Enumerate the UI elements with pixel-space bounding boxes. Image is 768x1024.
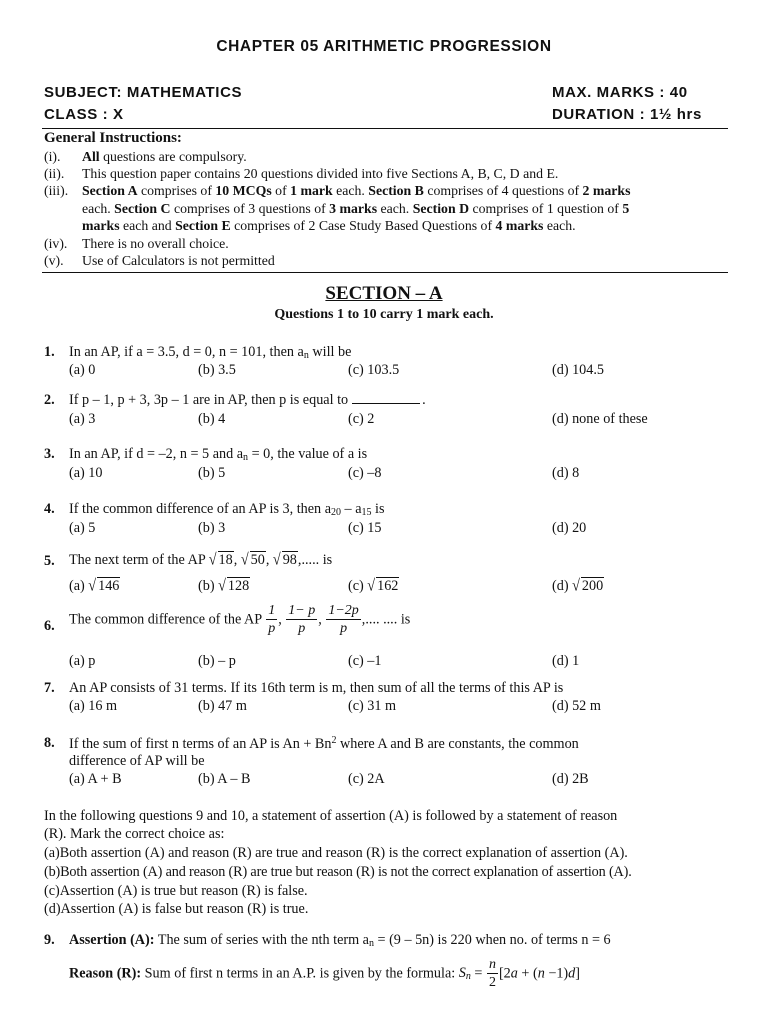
ar-choice-d: (d)Assertion (A) is false but reason (R) is true.: [44, 901, 309, 917]
option-c: (c) 31 m: [348, 698, 397, 714]
instruction-item: (i). All questions are compulsory.: [44, 149, 247, 164]
question-number: 6.: [44, 618, 55, 634]
option-c: (c) 103.5: [348, 362, 400, 378]
question-text: An AP consists of 31 terms. If its 16th term is m, then sum of all the terms of this AP is: [69, 680, 564, 696]
option-a: (a) 5: [69, 520, 96, 536]
section-subtitle: Questions 1 to 10 carry 1 mark each.: [274, 307, 494, 322]
ar-choice-a: (a)Both assertion (A) and reason (R) are true and reason (R) is the correct explanation of assertion (A).: [44, 845, 628, 861]
ar-intro-cont: (R). Mark the correct choice as:: [44, 826, 225, 842]
option-a: (a) 3: [69, 411, 96, 427]
instruction-item: (ii). This question paper contains 20 questions divided into five Sections A, B, C, D and E.: [44, 166, 559, 181]
subject-label: SUBJECT: MATHEMATICS: [44, 84, 243, 101]
option-d: (d) none of these: [552, 411, 648, 427]
ar-choice-c: (c)Assertion (A) is true but reason (R) is false.: [44, 883, 308, 899]
option-b: (b) 3: [198, 520, 226, 536]
option-b: (b) 5: [198, 465, 226, 481]
instruction-item: (iii). Section A comprises of 10 MCQs of 1 mark each. Section B comprises of 4 questions of 2 marks: [44, 183, 631, 198]
question-text: The next term of the AP √ 18, √ 50, √ 98,..... is: [69, 550, 333, 570]
question-text: The common difference of the AP $\frac{1}{p}$ , $\frac{1- p}{p}$ , $\frac{1-2p}{p}$ ,.... .... is: [69, 603, 411, 636]
max-marks-label: MAX. MARKS : 40: [552, 84, 688, 101]
option-a: (a) p: [69, 653, 96, 669]
question-number: 3.: [44, 446, 55, 462]
instructions-divider: [42, 272, 728, 273]
question-number: 1.: [44, 344, 55, 360]
option-a: (a) 10: [69, 465, 103, 481]
option-a: (a) 0: [69, 362, 96, 378]
instructions-title: General Instructions:: [44, 130, 182, 146]
option-d: (d) 2B: [552, 771, 589, 787]
option-b: (b) √ 128: [198, 576, 250, 596]
option-c: (c) 15: [348, 520, 382, 536]
option-d: (d) 20: [552, 520, 587, 536]
assertion-text: Assertion (A): The sum of series with the nth term $a_n = (9 - 5n)$ is 220 when no. of terms n = 6: [69, 932, 611, 949]
option-a: (a) 16 m: [69, 698, 118, 714]
option-c: (c) –1: [348, 653, 382, 669]
option-c: (c) 2A: [348, 771, 385, 787]
question-text: In an AP, if d = –2, n = 5 and $a_n = 0$, the value of a is: [69, 446, 368, 463]
ar-choice-b: (b)Both assertion (A) and reason (R) are true but reason (R) is not the correct explanation of assertion (A).: [44, 864, 632, 880]
option-a: (a) A + B: [69, 771, 122, 787]
question-text: In an AP, if a = 3.5, d = 0, n = 101, then $a_n$ will be: [69, 344, 352, 361]
option-d: (d) 1: [552, 653, 580, 669]
question-number: 8.: [44, 735, 55, 751]
question-number: 4.: [44, 501, 55, 517]
option-c: (c) 2: [348, 411, 375, 427]
option-c: (c) √ 162: [348, 576, 399, 596]
question-text: If p – 1, p + 3, 3p – 1 are in AP, then p is equal to .: [69, 392, 426, 408]
option-b: (b) 4: [198, 411, 226, 427]
question-number: 5.: [44, 553, 55, 569]
paper-title: CHAPTER 05 ARITHMETIC PROGRESSION: [216, 38, 552, 55]
question-number: 2.: [44, 392, 55, 408]
reason-text: Reason (R): Sum of first n terms in an A.P. is given by the formula: $S_n$ = $\frac{n}{2}$ [2a + (n −1)d]: [69, 957, 580, 990]
option-b: (b) – p: [198, 653, 236, 669]
section-title: SECTION – A: [325, 283, 443, 304]
class-label: CLASS : X: [44, 106, 124, 123]
option-c: (c) –8: [348, 465, 382, 481]
instruction-item: (iv). There is no overall choice.: [44, 236, 229, 251]
instruction-item-cont: marks each and Section E comprises of 2 Case Study Based Questions of 4 marks each.: [82, 218, 576, 233]
duration-label: DURATION : 1½ hrs: [552, 106, 702, 123]
instruction-item-cont: each. Section C comprises of 3 questions of 3 marks each. Section D comprises of 1 question of 5: [82, 201, 630, 216]
question-number: 7.: [44, 680, 55, 696]
ar-intro: In the following questions 9 and 10, a statement of assertion (A) is followed by a statement of reason: [44, 808, 618, 824]
question-text: If the sum of first n terms of an AP is $An + Bn^2$ where A and B are constants, the common: [69, 735, 579, 752]
question-number: 9.: [44, 932, 55, 948]
option-b: (b) 47 m: [198, 698, 247, 714]
option-b: (b) 3.5: [198, 362, 236, 378]
question-text-cont: difference of AP will be: [69, 753, 205, 769]
option-d: (d) 52 m: [552, 698, 601, 714]
question-text: If the common difference of an AP is 3, then $a_{20} - a_{15}$ is: [69, 501, 385, 518]
header-divider: [42, 128, 728, 129]
option-d: (d) √ 200: [552, 576, 604, 596]
option-b: (b) A – B: [198, 771, 251, 787]
option-a: (a) √ 146: [69, 576, 120, 596]
option-d: (d) 8: [552, 465, 580, 481]
instruction-item: (v). Use of Calculators is not permitted: [44, 253, 275, 268]
option-d: (d) 104.5: [552, 362, 605, 378]
